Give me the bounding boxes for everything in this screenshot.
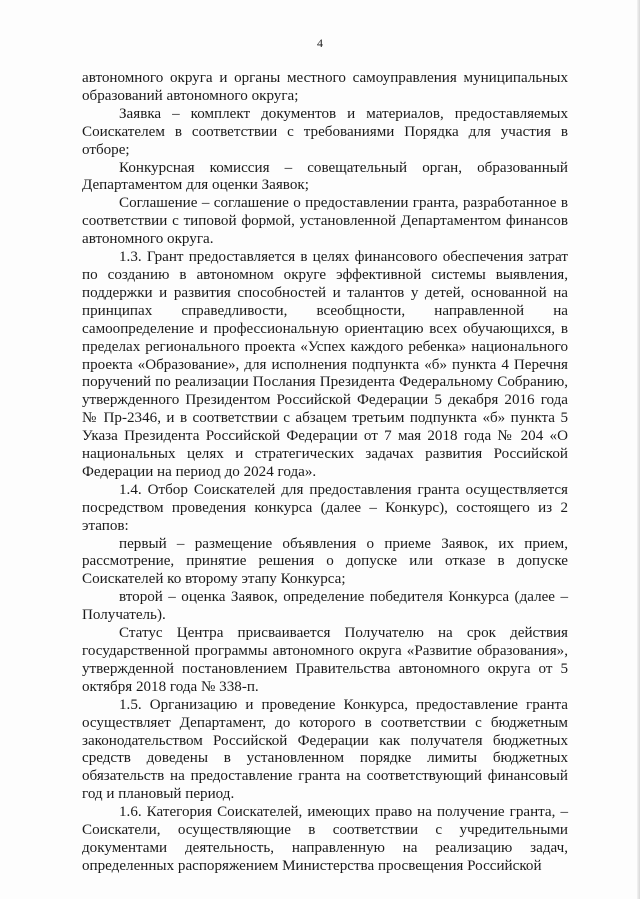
paragraph-center-status: Статус Центра присваивается Получателю на срок действия государственной программы автономного округа «Развитие образования», утвержденной постановлением Правительства автономного округа от 5 октября 2018 года № 338-п. (82, 625, 568, 695)
paragraph-definition-commission: Конкурсная комиссия – совещательный орган, образованный Департаментом для оценки Заявок; (82, 159, 568, 194)
document-body (82, 70, 568, 876)
paragraph-definition-agreement: Соглашение – соглашение о предоставлении гранта, разработанное в соответствии с типовой формой, установленной Департаментом финансов автономного округа. (82, 195, 568, 248)
paragraph-stage-first: первый – размещение объявления о приеме Заявок, их прием, рассмотрение, принятие решения о допуске или отказе в допуске Соискателей ко второму этапу Конкурса; (82, 535, 568, 588)
paragraph-1-5: 1.5. Организацию и проведение Конкурса, предоставление гранта осуществляет Департамент, до которого в соответствии с бюджетным законодательством Российской Федерации как получателя бюджетных средств доведены в установленном порядке лимиты бюджетных обязательств на предоставление гранта на соответствующий финансовый год и плановый период. (82, 696, 568, 803)
paragraph-1-4: 1.4. Отбор Соискателей для предоставления гранта осуществляется посредством проведения конкурса (далее – Конкурс), состоящего из 2 этапов: (82, 481, 568, 534)
page-number: 4 (317, 36, 323, 50)
paragraph-1-3: 1.3. Грант предоставляется в целях финансового обеспечения затрат по созданию в автономном округе эффективной системы выявления, поддержки и развития способностей и талантов у детей, основанной на принципах справедливости, всеобщности, направленной на самоопределение и профессиональную ориентацию всех обучающихся, в пределах регионального проекта «Успех каждого ребенка» национального проекта «Образование», для исполнения подпункта «б» пункта 4 Перечня поручений по реализации Послания Президента Федеральному Собранию, утвержденного Президентом Российской Федерации 5 декабря 2016 года № Пр-2346, и в соответствии с абзацем третьим подпункта «б» пункта 5 Указа Президента Российской Федерации от 7 мая 2018 года № 204 «О национальных целях и стратегических задачах развития Российской Федерации на период до 2024 года». (82, 249, 568, 480)
paragraph-continuation: автономного округа и органы местного самоуправления муниципальных образований автономного округа; (82, 70, 568, 104)
paragraph-definition-zayavka: Заявка – комплект документов и материалов, предоставляемых Соискателем в соответствии с требованиями Порядка для участия в отборе; (82, 105, 568, 158)
paragraph-stage-second: второй – оценка Заявок, определение победителя Конкурса (далее – Получатель). (82, 589, 568, 624)
paragraph-1-6: 1.6. Категория Соискателей, имеющих право на получение гранта, – Соискатели, осуществляющие в соответствии с учредительными документами деятельность, направленную на реализацию задач, определенных распоряжением Министерства просвещения Российской (82, 804, 568, 874)
